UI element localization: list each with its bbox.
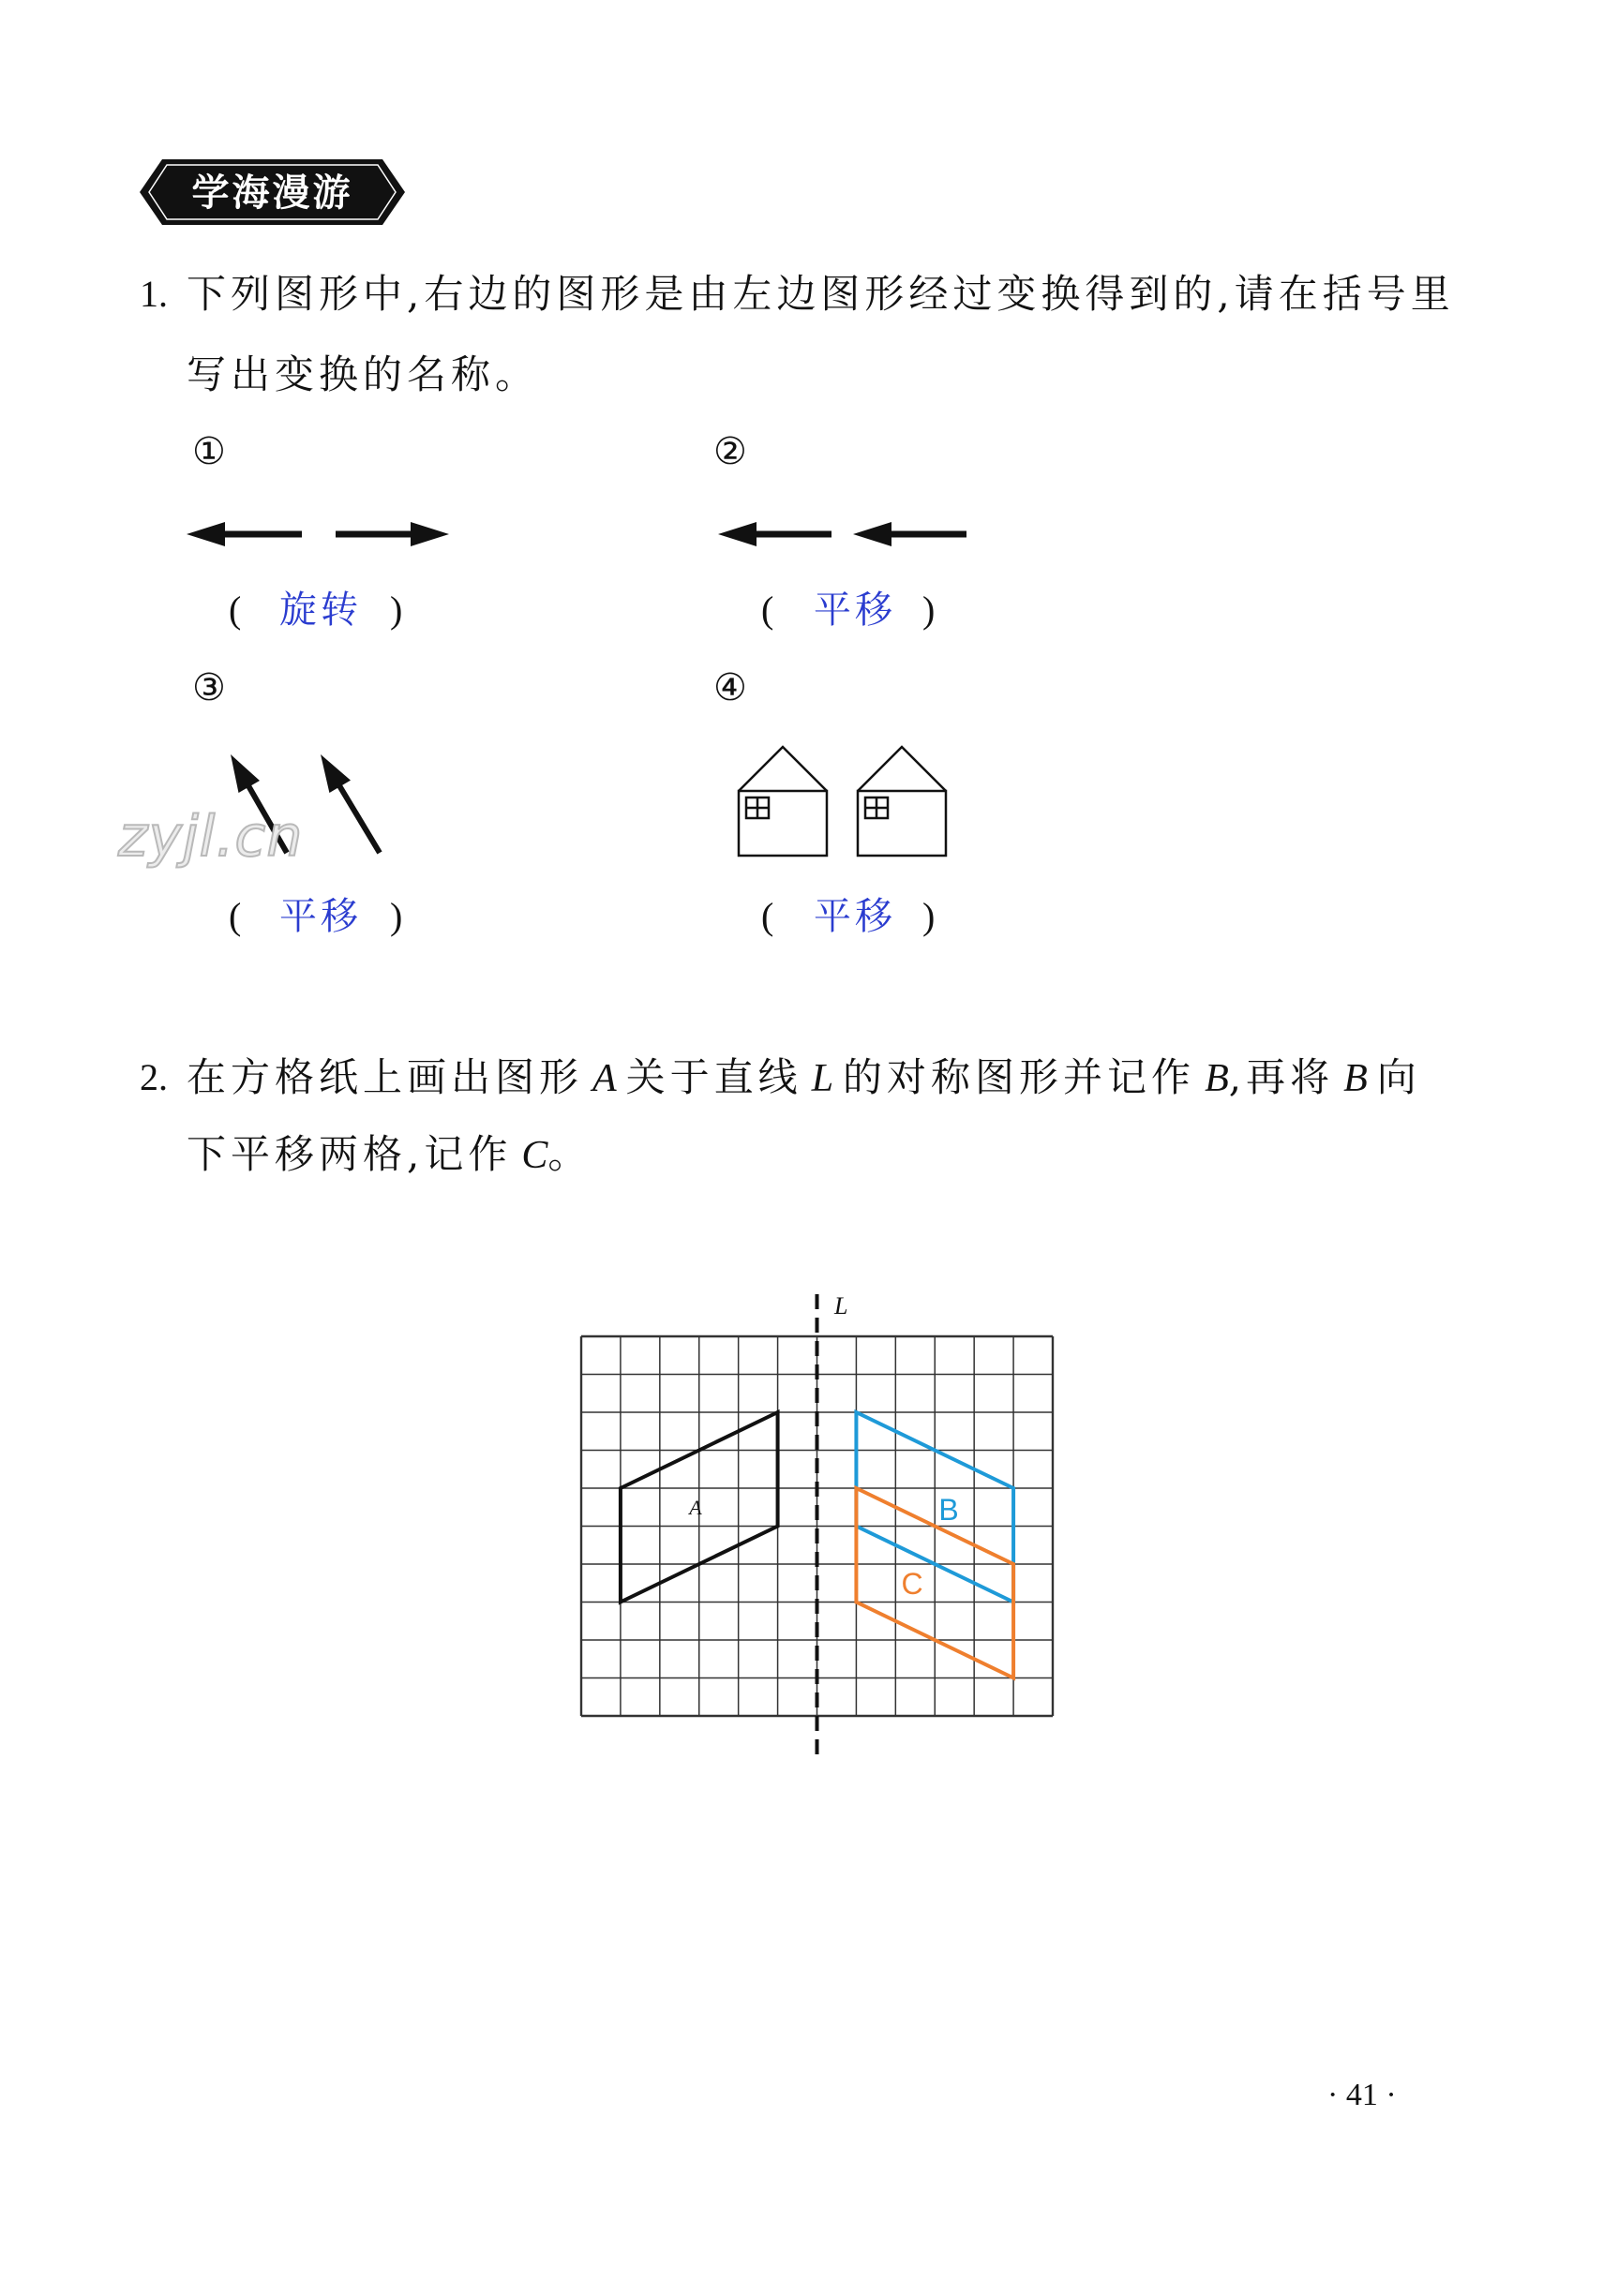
paren-open: ( xyxy=(761,895,774,937)
question1-text-line2: 写出变换的名称。 xyxy=(187,351,540,397)
question1-text-line1: 下列图形中,右边的图形是由左边图形经过变换得到的,请在括号里 xyxy=(187,271,1455,317)
item-label-3: ③ xyxy=(192,666,226,709)
item-label-4: ④ xyxy=(713,666,747,709)
item-label-1: ① xyxy=(192,430,226,473)
variable-l: L xyxy=(811,1057,834,1100)
house-icon xyxy=(739,747,827,856)
variable-c: C xyxy=(521,1134,548,1177)
up-left-arrow-icon xyxy=(321,754,380,853)
variable-a: A xyxy=(592,1057,617,1100)
paren-close: ) xyxy=(922,895,936,937)
text-segment: 关于直线 xyxy=(625,1054,802,1100)
text-segment: 的对称图形并记作 xyxy=(843,1054,1196,1100)
right-arrow-icon xyxy=(336,522,449,546)
shape-a-label: A xyxy=(689,1496,702,1519)
item-label-2: ② xyxy=(713,430,747,473)
item4-houses xyxy=(739,747,946,856)
house-icon xyxy=(858,747,946,856)
question2-text-line2 xyxy=(187,1131,592,1179)
variable-b: B xyxy=(1343,1057,1368,1100)
text-segment: 。 xyxy=(547,1131,592,1177)
paren-close: ) xyxy=(390,589,403,631)
text-segment: ,再将 xyxy=(1228,1054,1335,1100)
text-segment: 下平移两格,记作 xyxy=(187,1131,513,1177)
item1-arrows xyxy=(187,522,449,546)
item2-arrows xyxy=(718,522,966,546)
answer-2: 平移 xyxy=(814,589,896,632)
question1-figures xyxy=(0,0,1031,937)
question2-text-line1 xyxy=(187,1054,1421,1102)
answer-3: 平移 xyxy=(279,895,362,938)
paren-open: ( xyxy=(761,589,774,631)
paren-close: ) xyxy=(390,895,403,937)
paren-close: ) xyxy=(922,589,936,631)
symmetry-line-label: L xyxy=(834,1292,848,1319)
banner-title: 学海漫游 xyxy=(191,171,353,215)
answer-4: 平移 xyxy=(814,895,896,938)
paren-open: ( xyxy=(229,895,242,937)
text-segment: 在方格纸上画出图形 xyxy=(187,1054,584,1100)
left-arrow-icon xyxy=(187,522,302,546)
answer-1: 旋转 xyxy=(279,589,362,632)
question1-number: 1. xyxy=(140,273,168,315)
shape-c-label: C xyxy=(901,1567,923,1601)
left-arrow-icon xyxy=(718,522,831,546)
text-segment: 向 xyxy=(1376,1054,1421,1100)
variable-b: B xyxy=(1205,1057,1229,1100)
left-arrow-icon xyxy=(853,522,966,546)
page-number: · 41 · xyxy=(1327,2078,1397,2112)
shape-b-label: B xyxy=(938,1493,959,1527)
question2-number: 2. xyxy=(140,1056,168,1098)
watermark: zyjl.cn xyxy=(118,804,304,870)
paren-open: ( xyxy=(229,589,242,631)
grid-figure xyxy=(562,1284,1087,1781)
